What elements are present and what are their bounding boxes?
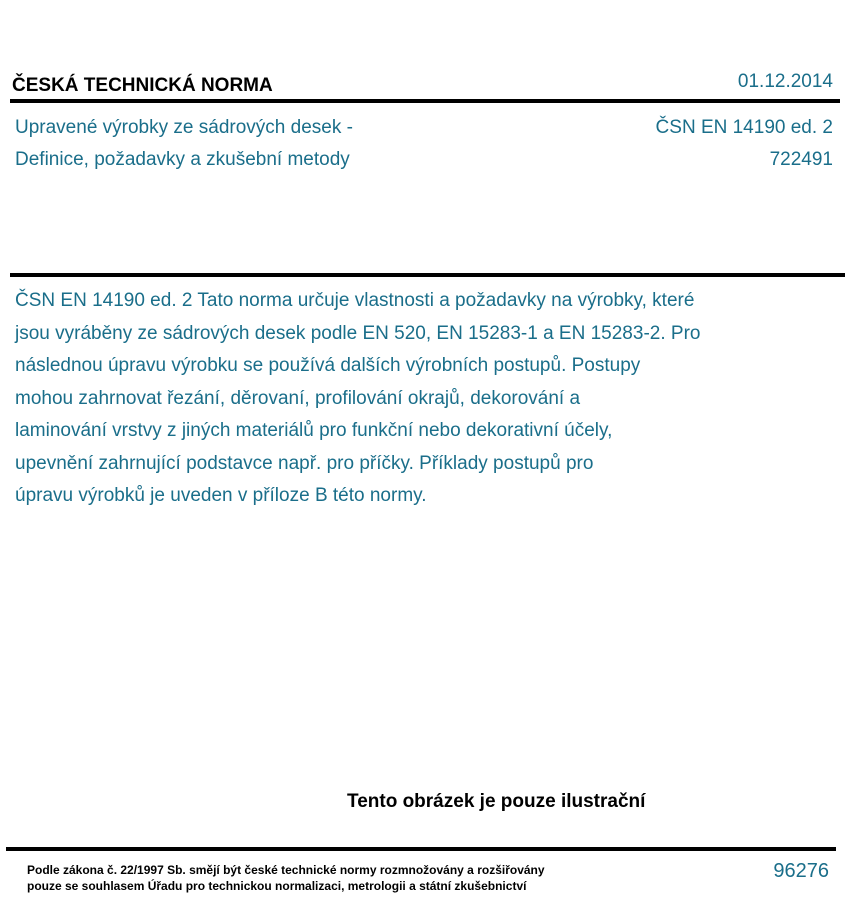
legal-line-1: Podle zákona č. 22/1997 Sb. smějí být české technické normy rozmnožovány a rozšiřovány	[27, 863, 545, 877]
abstract-line: úpravu výrobků je uveden v příloze B této normy.	[15, 485, 427, 506]
standard-title-line-1: Upravené výrobky ze sádrových desek -	[15, 117, 353, 138]
middle-divider	[10, 273, 845, 277]
bottom-divider	[6, 847, 836, 851]
classification-code: 722491	[769, 149, 833, 170]
document-type-title: ČESKÁ TECHNICKÁ NORMA	[12, 75, 273, 96]
illustration-notice: Tento obrázek je pouze ilustrační	[347, 791, 646, 812]
abstract-line: laminování vrstvy z jiných materiálů pro funkční nebo dekorativní účely,	[15, 420, 613, 441]
abstract-line: ČSN EN 14190 ed. 2 Tato norma určuje vlastnosti a požadavky na výrobky, které	[15, 290, 695, 311]
standard-identifiers	[656, 112, 833, 176]
abstract-line: upevnění zahrnující podstavce např. pro příčky. Příklady postupů pro	[15, 452, 594, 474]
top-divider	[10, 99, 840, 103]
abstract-line: následnou úpravu výrobku se používá dalších výrobních postupů. Postupy	[15, 355, 641, 376]
abstract-text	[15, 285, 815, 513]
standard-title-line-2: Definice, požadavky a zkušební metody	[15, 149, 350, 170]
standard-title	[15, 112, 353, 176]
abstract-line: mohou zahrnovat řezání, děrovaní, profilování okrajů, dekorování a	[15, 387, 581, 409]
issue-date: 01.12.2014	[737, 71, 833, 92]
legal-line-2: pouze se souhlasem Úřadu pro technickou normalizaci, metrologii a státní zkušebnictví	[27, 879, 527, 893]
legal-notice	[27, 862, 545, 894]
standard-designation: ČSN EN 14190 ed. 2	[655, 117, 833, 138]
abstract-line: jsou vyráběny ze sádrových desek podle EN 520, EN 15283-1 a EN 15283-2. Pro	[15, 322, 701, 344]
catalog-number: 96276	[773, 860, 829, 882]
